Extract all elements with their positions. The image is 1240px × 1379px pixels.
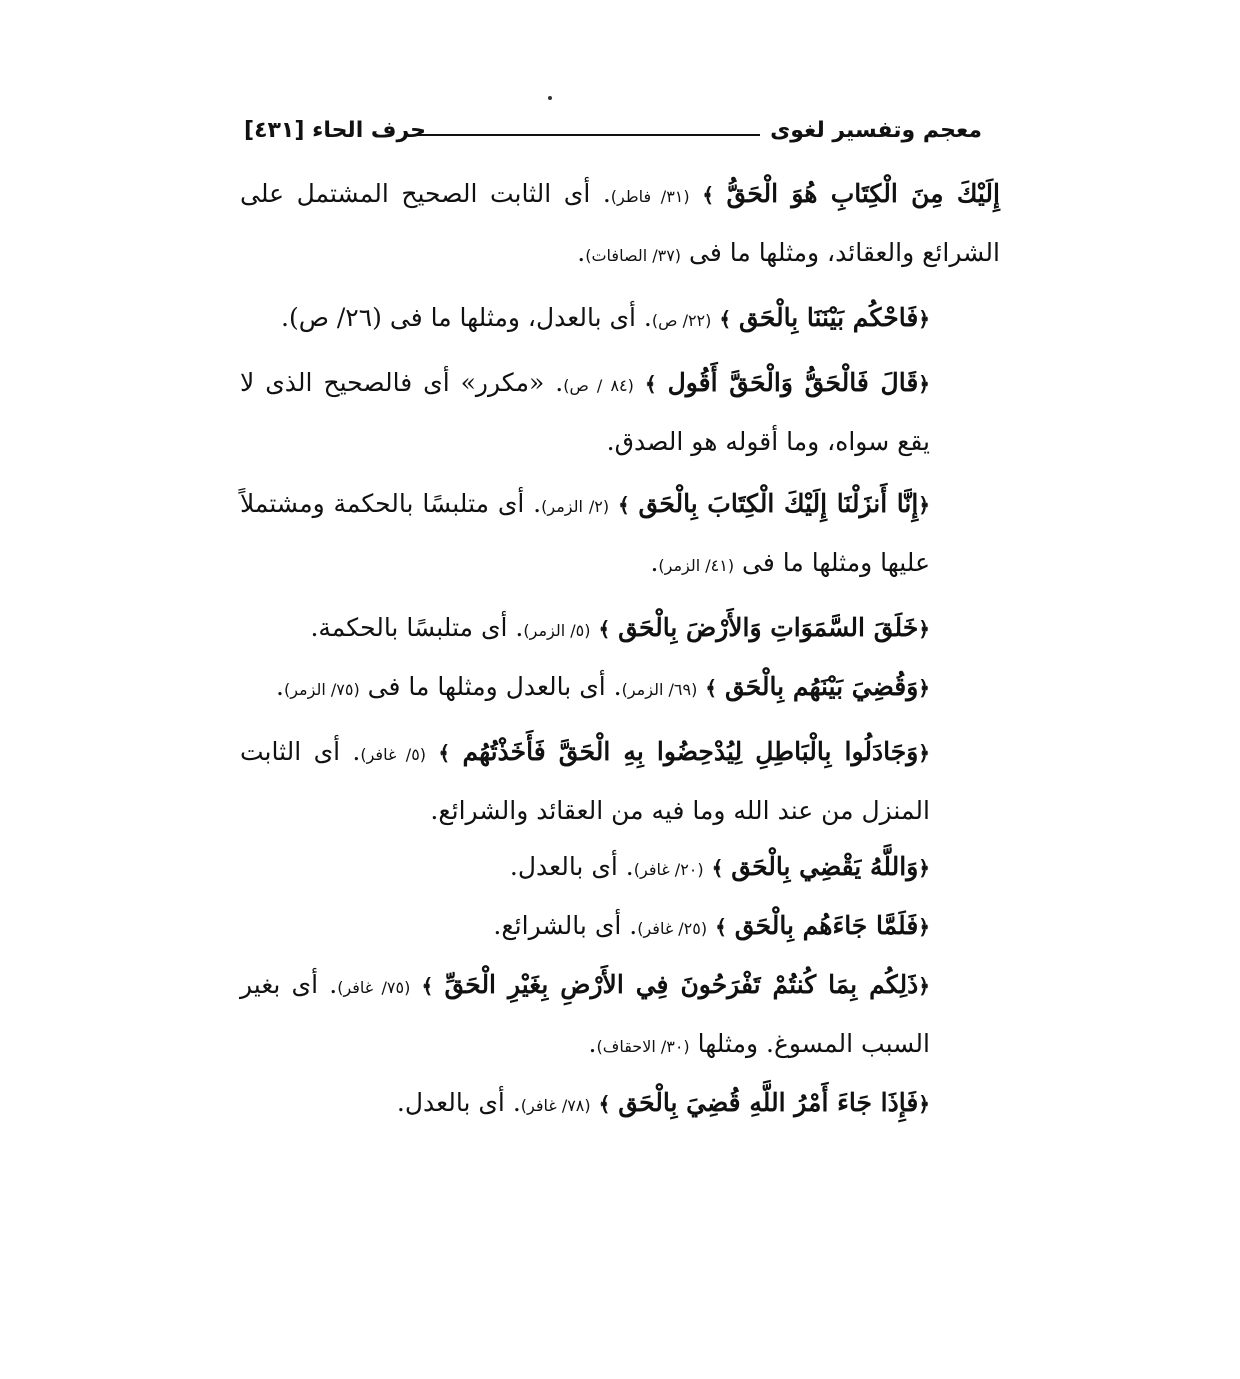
- verse-reference: (٣١/ فاطر): [610, 187, 690, 206]
- commentary: . أى الثابت المنزل من عند الله وما فيه من العقائد والشرائع.: [240, 737, 930, 825]
- verse-reference: (٧٨/ غافر): [520, 1096, 591, 1115]
- verse-bracket-open: ﴿: [918, 493, 931, 517]
- verse-text: فَإِذَا جَاءَ أَمْرُ اللَّهِ قُضِيَ بِالْحَق: [618, 1088, 919, 1117]
- paragraph: [240, 355, 1000, 470]
- page-header: [244, 118, 982, 158]
- verse-reference: (٥/ غافر): [360, 745, 427, 764]
- commentary: . أى بالعدل ومثلها ما فى: [367, 672, 622, 701]
- verse-reference: (٨٤ / ص): [563, 376, 634, 395]
- paragraph: [240, 1075, 1000, 1134]
- commentary: . أى متلبسًا بالحكمة.: [310, 613, 524, 642]
- verse-bracket-close: ﴾: [711, 856, 724, 880]
- paragraph: [240, 659, 1000, 718]
- verse-bracket-close: ﴾: [438, 741, 451, 765]
- verse-bracket-close: ﴾: [719, 307, 732, 331]
- paragraph: [240, 166, 1000, 284]
- tail-text: .: [276, 672, 284, 701]
- verse-text: وَجَادَلُوا بِالْبَاطِلِ لِيُدْحِضُوا بِهِ الْحَقَّ فَأَخَذْتُهُم: [462, 737, 919, 766]
- paragraph: [240, 839, 1000, 898]
- tail-reference: (٤١/ الزمر): [658, 556, 735, 575]
- verse-text: ذَلِكُم بِمَا كُنتُمْ تَفْرَحُونَ فِي الأَرْضِ بِغَيْرِ الْحَقِّ: [444, 970, 919, 999]
- verse-text: خَلَقَ السَّمَوَاتِ وَالأَرْضَ بِالْحَق: [618, 613, 919, 642]
- verse-bracket-open: ﴿: [918, 1092, 930, 1116]
- speck-mark: [548, 96, 552, 100]
- commentary: . أى بالعدل.: [396, 1088, 521, 1117]
- verse-text: إِلَيْكَ مِنَ الْكِتَابِ هُوَ الْحَقُّ: [726, 179, 1000, 208]
- tail-text: .: [577, 238, 586, 267]
- verse-reference: (٢/ الزمر): [541, 497, 610, 516]
- commentary: . أى بالعدل، ومثلها ما فى (٢٦/ ص).: [281, 303, 652, 332]
- verse-reference: (٢٢/ ص): [651, 311, 712, 330]
- verse-bracket-close: ﴾: [702, 183, 714, 207]
- commentary: . أى متلبسًا بالحكمة ومشتملاً عليها ومثلها ما فى: [240, 489, 930, 577]
- commentary: . «مكرر» أى فالصحيح الذى لا يقع سواه، وما أقوله هو الصدق.: [240, 368, 930, 456]
- book-title: معجم وتفسير لغوى: [770, 118, 982, 143]
- verse-bracket-close: ﴾: [715, 915, 727, 939]
- verse-reference: (٢٥/ غافر): [637, 919, 708, 938]
- verse-text: قَالَ فَالْحَقُّ وَالْحَقَّ أَقُول: [667, 368, 919, 397]
- verse-bracket-open: ﴿: [918, 856, 930, 880]
- verse-bracket-open: ﴿: [918, 974, 930, 998]
- verse-bracket-open: ﴿: [918, 307, 930, 331]
- paragraph: [240, 476, 1000, 594]
- verse-bracket-open: ﴿: [918, 915, 930, 939]
- verse-bracket-open: ﴿: [918, 676, 930, 700]
- verse-reference: (٥/ الزمر): [523, 621, 591, 640]
- verse-text: إِنَّا أَنزَلْنَا إِلَيْكَ الْكِتَابَ بِالْحَق: [638, 489, 919, 518]
- verse-bracket-close: ﴾: [598, 617, 611, 641]
- paragraph: [240, 957, 1000, 1075]
- verse-text: وَقُضِيَ بَيْنَهُم بِالْحَق: [724, 672, 919, 701]
- tail-reference: (٣٧/ الصافات): [585, 246, 682, 265]
- verse-bracket-close: ﴾: [705, 676, 717, 700]
- verse-bracket-close: ﴾: [644, 372, 657, 396]
- verse-bracket-close: ﴾: [617, 493, 630, 517]
- page-body: [240, 166, 1000, 1134]
- verse-text: فَاحْكُم بَيْنَنَا بِالْحَق: [739, 303, 919, 332]
- verse-bracket-open: ﴿: [918, 617, 930, 641]
- tail-reference: (٣٠/ الاحقاف): [596, 1037, 690, 1056]
- commentary: . أى بالشرائع.: [493, 911, 638, 940]
- paragraph: [240, 600, 1000, 659]
- verse-reference: (٧٥/ غافر): [337, 978, 411, 997]
- verse-text: وَاللَّهُ يَقْضِي بِالْحَق: [731, 852, 919, 881]
- verse-reference: (٢٠/ غافر): [633, 860, 704, 879]
- commentary: . أى بغير السبب المسوغ. ومثلها: [240, 970, 930, 1058]
- verse-bracket-open: ﴿: [918, 741, 930, 765]
- verse-bracket-close: ﴾: [598, 1092, 611, 1116]
- paragraph: [240, 724, 1000, 839]
- paragraph: [240, 898, 1000, 957]
- tail-text: .: [588, 1029, 597, 1058]
- paragraph: [240, 290, 1000, 349]
- tail-reference: (٧٥/ الزمر): [283, 680, 360, 699]
- commentary: . أى بالعدل.: [509, 852, 634, 881]
- verse-reference: (٦٩/ الزمر): [621, 680, 698, 699]
- tail-text: .: [650, 548, 659, 577]
- verse-bracket-open: ﴿: [918, 372, 930, 396]
- verse-text: فَلَمَّا جَاءَهُم بِالْحَق: [734, 911, 919, 940]
- section-label: حرف الحاء [٤٣١]: [244, 118, 426, 143]
- commentary: . أى الثابت الصحيح المشتمل على الشرائع والعقائد، ومثلها ما فى: [240, 179, 1000, 267]
- header-rule: [416, 134, 760, 136]
- verse-bracket-close: ﴾: [421, 974, 434, 998]
